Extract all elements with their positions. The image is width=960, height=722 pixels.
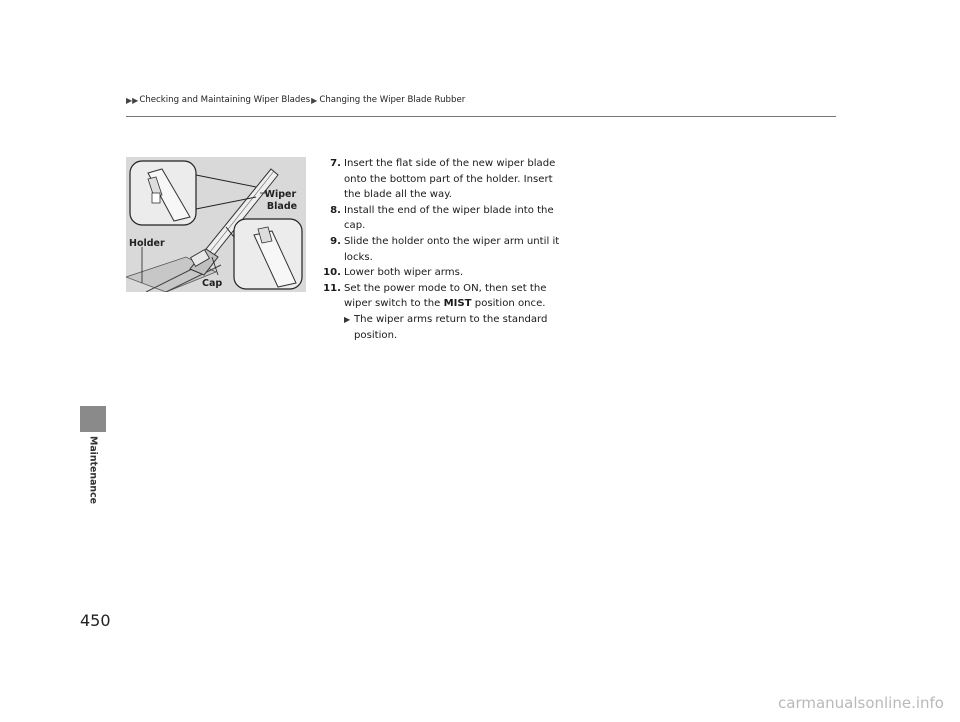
step-11	[310, 281, 572, 312]
wiper-label-line2: Blade	[266, 201, 298, 212]
step-9	[310, 234, 572, 265]
double-chevron-icon: ▶▶	[126, 95, 139, 105]
step-text: Lower both wiper arms.	[344, 267, 464, 279]
step-number: 7.	[330, 158, 341, 169]
cap-label: Cap	[202, 278, 223, 289]
instruction-steps	[310, 156, 572, 343]
result-text: The wiper arms return to the standard position.	[354, 313, 548, 341]
step-10	[310, 265, 572, 281]
step-text-after: position once.	[474, 298, 546, 310]
step-number: 11.	[323, 282, 341, 294]
mist-position-label: MIST	[443, 298, 472, 310]
step-11-result	[344, 312, 572, 343]
page-number: 450	[80, 611, 111, 630]
step-text-before: Set the power mode to ON, then set the wiper switch to the	[344, 282, 547, 310]
step-text: Slide the holder onto the wiper arm until it locks.	[344, 235, 560, 263]
chevron-right-icon: ▶	[311, 95, 318, 105]
wiper-blade-illustration	[126, 157, 306, 292]
step-7	[310, 156, 572, 203]
step-number: 10.	[323, 267, 341, 279]
breadcrumb-item: Changing the Wiper Blade Rubber	[319, 95, 466, 105]
wiper-blade-label	[265, 189, 300, 212]
breadcrumb-item: Checking and Maintaining Wiper Blades	[139, 95, 311, 105]
step-text: Install the end of the wiper blade into the cap.	[344, 204, 554, 232]
wiper-label-line1: Wiper	[264, 189, 297, 200]
step-8	[310, 203, 572, 234]
result-arrow-icon: ▶	[344, 314, 351, 324]
section-label: Maintenance	[87, 436, 99, 504]
step-number: 8.	[330, 204, 341, 216]
header-divider	[126, 116, 836, 117]
breadcrumb	[126, 95, 465, 105]
step-text: Insert the flat side of the new wiper blade onto the bottom part of the holder. Insert the blade all the way.	[344, 158, 556, 201]
watermark: carmanualsonline.info	[778, 694, 944, 712]
step-number: 9.	[330, 235, 341, 247]
holder-label: Holder	[129, 238, 165, 249]
step-text	[344, 281, 572, 312]
section-tab	[80, 406, 106, 432]
